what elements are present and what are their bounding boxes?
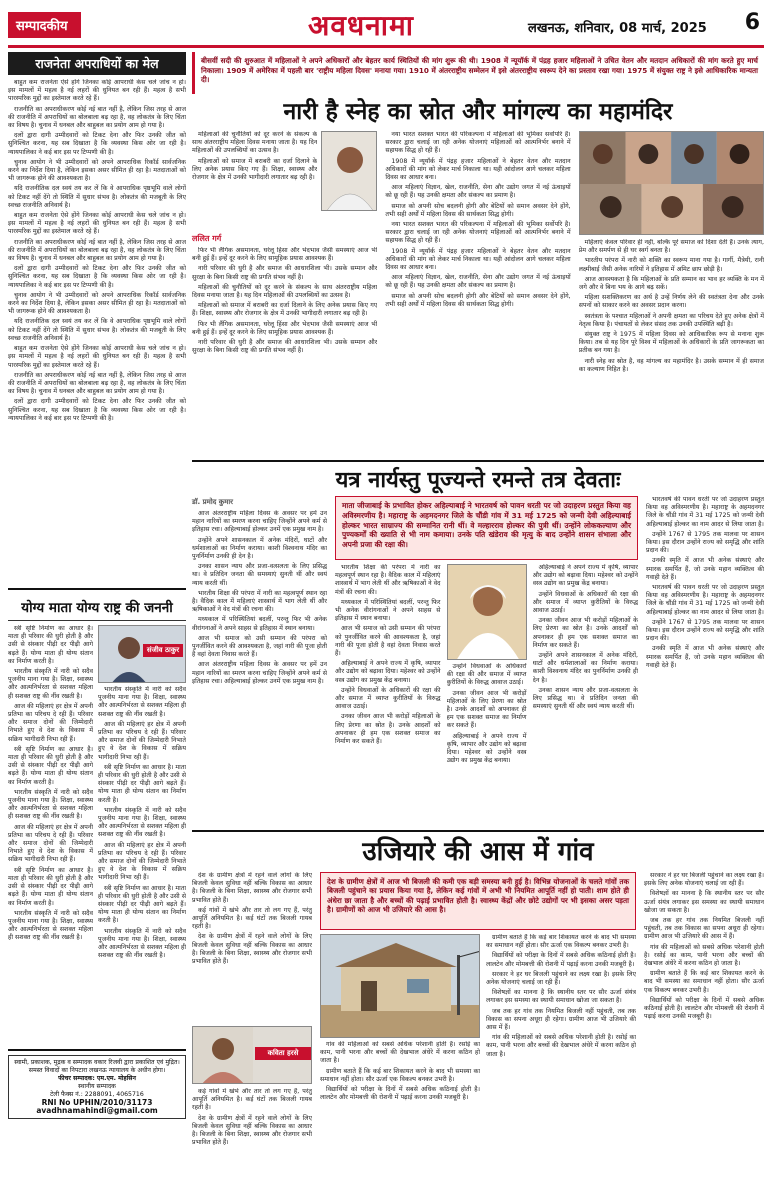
paragraph: उनका शासन न्याय और प्रजा-वत्सलता के लिए प्रसिद्ध था। वे प्रतिदिन जनता की समस्याएं सुनती थीं और स्वयं न्याय करती थीं। — [192, 563, 327, 587]
paragraph: महिलाओं की चुनौतियों को दूर करने के संकल्प के साथ अंतरराष्ट्रीय महिला दिवस मनाया जाता है। यह दिन महिलाओं की उपलब्धियों का उत्सव है। — [192, 283, 378, 300]
paragraph: महिलाओं की चुनौतियों को दूर करने के संकल्प के साथ अंतरराष्ट्रीय महिला दिवस मनाया जाता है। यह दिन महिलाओं की उपलब्धियों का उत्सव है। — [192, 131, 318, 155]
author-name: ललित गर्ग — [192, 234, 222, 243]
rni-number: RNI No UPHIN/2010/31173 — [41, 1098, 153, 1107]
paragraph: 1908 में न्यूयॉर्क में पंद्रह हजार महिलाओं ने बेहतर वेतन और मतदान अधिकारों की मांग को लेकर मार्च निकाला था। यही आंदोलन आगे चलकर महिला दिवस का आधार बना। — [385, 247, 571, 272]
paragraph: आज अंतरराष्ट्रीय महिला दिवस के अवसर पर हमें उन महान नारियों का स्मरण करना चाहिए जिन्होंने अपने कर्म से इतिहास रचा। अहिल्याबाई होल्कर उनमें एक प्रमुख नाम है। — [192, 510, 327, 534]
paragraph: ग्रामीण बताते हैं कि कई बार शिकायत करने के बाद भी समस्या का समाधान नहीं होता। सौर ऊर्जा एक विकल्प बनकर उभरी है। — [486, 934, 636, 950]
paragraph: विद्यार्थियों को परीक्षा के दिनों में सबसे अधिक कठिनाई होती है। लालटेन और मोमबत्ती की रोशनी में पढ़ाई करना उनकी मजबूरी है। — [320, 1086, 480, 1102]
paragraph: दलों द्वारा दागी उम्मीदवारों को टिकट देना और फिर उनकी जीत को सुनिश्चित करना, यह सब दिखाता है कि व्यवस्था किस ओर जा रही है। न्यायपालिका ने कई बार इस पर टिप्पणी की है। — [8, 398, 186, 422]
women-collage-image — [580, 132, 763, 235]
village-house-image — [321, 935, 480, 1038]
paragraph: समाज को अपनी सोच बदलनी होगी और बेटियों को समान अवसर देने होंगे, तभी सही अर्थों में महिला दिवस की सार्थकता सिद्ध होगी। — [385, 202, 571, 218]
story3-center-text — [486, 934, 636, 1200]
paragraph: मध्यकाल में परिस्थितियां बदलीं, परन्तु फिर भी अनेक वीरांगनाओं ने अपने साहस से इतिहास में स्थान बनाया। — [335, 598, 441, 623]
article-body-col2 — [98, 625, 186, 1045]
paragraph: अहिल्याबाई ने अपने राज्य में कृषि, व्यापार और उद्योग को बढ़ावा दिया। महेश्वर को उन्होंने वस्त्र उद्योग का प्रमुख केंद्र बनाया। — [532, 564, 638, 588]
story2-center — [335, 496, 638, 826]
author-photo — [321, 131, 377, 211]
story2-col-1 — [192, 496, 327, 826]
paragraph: महिलाएं केवल परिवार ही नहीं, बल्कि पूरे समाज को दिशा देती हैं। उनके त्याग, प्रेम और समर्पण से ही घर स्वर्ग बनता है। — [578, 239, 764, 255]
story3-headline: उजियारे की आस में गांव — [362, 837, 594, 867]
paragraph: स्त्री सृष्टि निर्माण का आधार है। माता ही परिवार की धुरी होती है और उसी से संस्कार पीढ़ी दर पीढ़ी आगे बढ़ते हैं। योग्य माता ही योग्य संतान का निर्माण करती है। — [8, 745, 93, 786]
paragraph: उनकी स्मृति में आज भी अनेक संस्थाएं और स्मारक समर्पित हैं, जो उनके महान व्यक्तित्व की गवाही देते हैं। — [646, 557, 764, 581]
author-name-tag: कविता हरसे — [255, 1047, 311, 1060]
paragraph: भारतवर्ष की पावन धरती पर जो उदाहरण प्रस्तुत किया वह अविस्मरणीय है। महाराष्ट्र के अहमदनगर जिले के चौंडी गांव में 31 मई 1725 को जन्मी देवी अहिल्याबाई होल्कर का नाम आदर से लिया जाता है। — [646, 496, 764, 528]
paragraph: विशेषज्ञों का मानना है कि स्थानीय स्तर पर सौर ऊर्जा संयंत्र लगाकर इस समस्या का स्थायी समाधान खोजा जा सकता है। — [644, 890, 764, 914]
paragraph: भारतीय संस्कृति में नारी को सदैव पूजनीय माना गया है। शिक्षा, स्वास्थ्य और आत्मनिर्भरता से सशक्त महिला ही सशक्त राष्ट्र की नींव रखती है। — [98, 927, 186, 960]
lead-col-1-text-b — [192, 247, 377, 452]
main-column — [192, 52, 764, 1192]
paragraph: महिलाओं को समाज में बराबरी का दर्जा दिलाने के लिए अनेक प्रयास किए गए हैं। शिक्षा, स्वास्थ्य और रोजगार के क्षेत्र में उनकी भागीदारी लगातार बढ़ रही है। — [192, 302, 378, 318]
author-photo — [192, 1026, 312, 1084]
paragraph: आज की महिलाएं हर क्षेत्र में अपनी प्रतिभा का परिचय दे रही हैं। परिवार और समाज दोनों की जिम्मेदारी निभाते हुए वे देश के विकास में सक्रिय भागीदारी निभा रही हैं। — [8, 823, 93, 864]
paragraph: भारतीय संस्कृति में नारी को सदैव पूजनीय माना गया है। शिक्षा, स्वास्थ्य और आत्मनिर्भरता से सशक्त महिला ही सशक्त राष्ट्र की नींव रखती है। — [98, 806, 186, 839]
page-number: 6 — [744, 10, 760, 35]
paragraph: बाहुत कम राजनेता ऐसे होंगे जिनका कोई आपराधी केस चले जांच न हो। इस मामलों में महत्व है नई लहरों की धुनियत बन रही हैं। महत्व है सभी पारस्परिक मुद्दों का इस्तेमाल करते रहे हैं। — [8, 79, 186, 103]
story3-photo-col-text — [320, 1041, 480, 1200]
paragraph: आज अंतरराष्ट्रीय महिला दिवस के अवसर पर हमें उन महान नारियों का स्मरण करना चाहिए जिन्होंने अपने कर्म से इतिहास रचा। अहिल्याबाई होल्कर उनमें एक प्रमुख नाम है। — [192, 661, 327, 685]
paragraph: उन्होंने अपने शासनकाल में अनेक मंदिरों, घाटों और धर्मशालाओं का निर्माण कराया। काशी विश्वनाथ मंदिर का पुनर्निर्माण उनकी ही देन है। — [192, 536, 327, 561]
paragraph: गांव की महिलाओं को सबसे अधिक परेशानी होती है। रसोई का काम, पानी भरना और बच्चों की देखभाल अंधेरे में करना कठिन हो जाता है। — [486, 1034, 636, 1058]
story2-photo-col-text — [447, 663, 527, 821]
paragraph: नया भारत सशक्त भारत की परिकल्पना में महिलाओं की भूमिका सर्वोपरि है। सरकार द्वारा चलाई जा रही अनेक योजनाएं महिलाओं को आत्मनिर्भर बनाने में सहायक सिद्ध हो रही हैं। — [385, 131, 571, 155]
paragraph: बाहुत कम राजनेता ऐसे होंगे जिनका कोई आपराधी केस चले जांच न हो। इस मामलों में महत्व है नई लहरों की धुनियत बन रही हैं। महत्व है सभी पारस्परिक मुद्दों का इस्तेमाल करते रहे हैं। — [8, 212, 186, 236]
paragraph: भारतीय शिक्षा की परंपरा में नारी का महत्वपूर्ण स्थान रहा है। वैदिक काल में महिलाएं शास्त्रार्थ में भाग लेती थीं और ऋषिकाओं ने वेद मंत्रों की रचना की। — [335, 564, 441, 596]
paragraph: भारतीय संस्कृति में नारी को सदैव पूजनीय माना गया है। शिक्षा, स्वास्थ्य और आत्मनिर्भरता से सशक्त महिला ही सशक्त राष्ट्र की नींव रखती है। — [8, 668, 93, 700]
author-name-tag: संजीव ठाकुर — [143, 644, 183, 657]
paragraph: गांव की महिलाओं को सबसे अधिक परेशानी होती है। रसोई का काम, पानी भरना और बच्चों की देखभाल अंधेरे में करना कठिन हो जाता है। — [320, 1041, 480, 1065]
paragraph: आज भी समाज को उसी सम्मान की परंपरा को पुनर्जीवित करने की आवश्यकता है, जहां नारी की पूजा होती है वहां देवता निवास करते हैं। — [335, 625, 441, 658]
paragraph: ग्रामीण बताते हैं कि कई बार शिकायत करने के बाद भी समस्या का समाधान नहीं होता। सौर ऊर्जा एक विकल्प बनकर उभरी है। — [644, 970, 764, 994]
story2-body — [192, 496, 764, 826]
paragraph: विद्यार्थियों को परीक्षा के दिनों में सबसे अधिक कठिनाई होती है। लालटेन और मोमबत्ती की रोशनी में पढ़ाई करना उनकी मजबूरी है। — [644, 996, 764, 1021]
lead-headline: नारी है स्नेह का स्रोत और मांगल्य का महामंदिर — [283, 98, 673, 125]
paragraph: जब तक हर गांव तक नियमित बिजली नहीं पहुंचती, तब तक विकास का सपना अधूरा ही रहेगा। ग्रामीण आज भी उजियारे की आस में हैं। — [486, 1007, 636, 1032]
paragraph: नारी स्नेह का स्रोत है, वह मांगल्य का महामंदिर है। उसके सम्मान में ही समाज का कल्याण निहित है। — [578, 357, 764, 373]
paragraph: उनका जीवन आज भी करोड़ों महिलाओं के लिए प्रेरणा का स्रोत है। उनके आदर्शों को अपनाकर ही हम एक सशक्त समाज का निर्माण कर सकते हैं। — [446, 689, 527, 730]
village-photo — [320, 934, 480, 1038]
paragraph: उन्होंने विधवाओं के अधिकारों की रक्षा की और समाज में व्याप्त कुरीतियों के विरुद्ध आवाज उठाई। — [335, 686, 441, 711]
portrait-photo — [447, 564, 527, 660]
paragraph: उन्होंने 1767 से 1795 तक मालवा पर शासन किया। इस दौरान उन्होंने राज्य को समृद्धि और शांति प्रदान की। — [646, 618, 764, 643]
paragraph: देश के ग्रामीण क्षेत्रों में रहने वाले लोगों के लिए बिजली केवल सुविधा नहीं बल्कि विकास का आधार है। बिजली के बिना शिक्षा, स्वास्थ्य और रोजगार सभी प्रभावित होते हैं। — [192, 933, 312, 966]
story3-col-right — [644, 872, 764, 1200]
paragraph: नया भारत सशक्त भारत की परिकल्पना में महिलाओं की भूमिका सर्वोपरि है। सरकार द्वारा चलाई जा रही अनेक योजनाएं महिलाओं को आत्मनिर्भर बनाने में सहायक सिद्ध हो रही हैं। — [385, 221, 571, 245]
paragraph: दलों द्वारा दागी उम्मीदवारों को टिकट देना और फिर उनकी जीत को सुनिश्चित करना, यह सब दिखाता है कि व्यवस्था किस ओर जा रही है। न्यायपालिका ने कई बार इस पर टिप्पणी की है। — [8, 265, 186, 289]
paragraph: चुनाव आयोग ने भी उम्मीदवारों को अपने आपराधिक रिकॉर्ड सार्वजनिक करने का निर्देश दिया है, लेकिन इसका असर सीमित ही रहा है। मतदाताओं को भी जागरूक होने की आवश्यकता है। — [8, 158, 186, 183]
person-icon — [193, 1027, 253, 1084]
paragraph: आज महिलाएं विज्ञान, खेल, राजनीति, सेना और उद्योग जगत में नई ऊंचाइयों को छू रही हैं। यह उनकी क्षमता और संकल्प का प्रमाण है। — [385, 274, 571, 290]
paragraph: यदि राजनीतिक दल स्वयं तय कर लें कि वे आपराधिक पृष्ठभूमि वाले लोगों को टिकट नहीं देंगे तो स्थिति में सुधार संभव है। लोकतंत्र की मजबूती के लिए स्वच्छ राजनीति अनिवार्य है। — [8, 185, 186, 209]
paragraph: स्वतंत्रता के पश्चात महिलाओं ने अपनी क्षमता का परिचय देते हुए अनेक क्षेत्रों में नेतृत्व किया है। पंचायतों से लेकर संसद तक उनकी उपस्थिति बढ़ी है। — [578, 312, 764, 328]
paragraph: सरकार ने हर घर बिजली पहुंचाने का लक्ष्य रखा है। इसके लिए अनेक योजनाएं चलाई जा रही हैं। — [644, 872, 764, 888]
paragraph: विद्यार्थियों को परीक्षा के दिनों में सबसे अधिक कठिनाई होती है। लालटेन और मोमबत्ती की रोशनी में पढ़ाई करना उनकी मजबूरी है। — [486, 952, 636, 968]
story2-col-right — [646, 496, 764, 826]
paragraph: विशेषज्ञों का मानना है कि स्थानीय स्तर पर सौर ऊर्जा संयंत्र लगाकर इस समस्या का स्थायी समाधान खोजा जा सकता है। — [486, 989, 636, 1005]
paragraph: मध्यकाल में परिस्थितियां बदलीं, परन्तु फिर भी अनेक वीरांगनाओं ने अपने साहस से इतिहास में स्थान बनाया। — [192, 616, 327, 632]
paragraph: महिला सशक्तिकरण का अर्थ है उन्हें निर्णय लेने की स्वतंत्रता देना और उनके सपनों को साकार करने का अवसर प्रदान करना। — [578, 294, 764, 310]
paragraph: बाहुत कम राजनेता ऐसे होंगे जिनका कोई आपराधी केस चले जांच न हो। इस मामलों में महत्व है नई लहरों की धुनियत बन रही हैं। महत्व है सभी पारस्परिक मुद्दों का इस्तेमाल करते रहे हैं। — [8, 345, 186, 369]
story2-col-1-text — [192, 510, 327, 828]
paragraph: कई गांवों में खंभे और तार तो लग गए हैं, परंतु आपूर्ति अनियमित है। कई घंटों तक बिजली गायब रहती है। — [192, 906, 312, 931]
left-column — [8, 52, 186, 1192]
paragraph: उन्होंने अपने शासनकाल में अनेक मंदिरों, घाटों और धर्मशालाओं का निर्माण कराया। काशी विश्वनाथ मंदिर का पुनर्निर्माण उनकी ही देन है। — [532, 652, 638, 684]
paragraph: भारतवर्ष की पावन धरती पर जो उदाहरण प्रस्तुत किया वह अविस्मरणीय है। महाराष्ट्र के अहमदनगर जिले के चौंडी गांव में 31 मई 1725 को जन्मी देवी अहिल्याबाई होल्कर का नाम आदर से लिया जाता है। — [646, 584, 764, 616]
section-label: सम्पादकीय — [8, 12, 81, 38]
imprint-bureau: स्थानीय सम्पादक — [78, 1083, 116, 1090]
story3-col-1-text — [192, 872, 312, 1022]
story3-body — [192, 872, 764, 1200]
paragraph: स्त्री सृष्टि निर्माण का आधार है। माता ही परिवार की धुरी होती है और उसी से संस्कार पीढ़ी दर पीढ़ी आगे बढ़ते हैं। योग्य माता ही योग्य संतान का निर्माण करती है। — [98, 763, 186, 804]
story2-headline: यत्र नार्यस्तु पूज्यन्ते रमन्ते तत्र देवताः — [335, 467, 621, 493]
paragraph: भारतीय शिक्षा की परंपरा में नारी का महत्वपूर्ण स्थान रहा है। वैदिक काल में महिलाएं शास्त्रार्थ में भाग लेती थीं और ऋषिकाओं ने वेद मंत्रों की रचना की। — [192, 589, 327, 614]
story2-photo-col — [447, 564, 527, 822]
paragraph: सरकार ने हर घर बिजली पहुंचाने का लक्ष्य रखा है। इसके लिए अनेक योजनाएं चलाई जा रही हैं। — [486, 970, 636, 987]
paragraph: राजनीति का अपराधीकरण कोई नई बात नहीं है, लेकिन जिस तरह से आज की राजनीति में अपराधियों का बोलबाला बढ़ रहा है, वह लोकतंत्र के लिए चिंता का विषय है। चुनाव में धनबल और बाहुबल का प्रयोग आम हो गया है। — [8, 105, 186, 130]
paragraph: अहिल्याबाई ने अपने राज्य में कृषि, व्यापार और उद्योग को बढ़ावा दिया। महेश्वर को उन्होंने वस्त्र उद्योग का प्रमुख केंद्र बनाया। — [446, 732, 527, 765]
paragraph: दलों द्वारा दागी उम्मीदवारों को टिकट देना और फिर उनकी जीत को सुनिश्चित करना, यह सब दिखाता है कि व्यवस्था किस ओर जा रही है। न्यायपालिका ने कई बार इस पर टिप्पणी की है। — [8, 132, 186, 156]
paragraph: उनकी स्मृति में आज भी अनेक संस्थाएं और स्मारक समर्पित हैं, जो उनके महान व्यक्तित्व की गवाही देते हैं। — [646, 645, 764, 669]
paragraph: आज की महिलाएं हर क्षेत्र में अपनी प्रतिभा का परिचय दे रही हैं। परिवार और समाज दोनों की जिम्मेदारी निभाते हुए वे देश के विकास में सक्रिय भागीदारी निभा रही हैं। — [8, 702, 93, 743]
lead-intro: बीसवीं सदी की शुरुआत में महिलाओं ने अपने अधिकारों और बेहतर कार्य स्थितियों की मांग शुरू की थी। 1908 में न्यूयॉर्क में पंद्रह हजार महिलाओं ने उचित वेतन और मतदान अधिकारों की मांग करते हुए मार्च निकाला। 1909 में अमेरिका में पहली बार 'राष्ट्रीय महिला दिवस' मनाया गया। 1910 में अंतरराष्ट्रीय सम्मेलन में इसे अंतरराष्ट्रीय स्वरूप देने का प्रस्ताव रखा गया। 1975 में संयुक्त राष्ट्र ने इसे आधिकारिक मान्यता दी। — [192, 52, 764, 94]
story2-right-text — [533, 564, 639, 822]
lead-photo — [579, 131, 764, 235]
paragraph: आज भी समाज को उसी सम्मान की परंपरा को पुनर्जीवित करने की आवश्यकता है, जहां नारी की पूजा होती है वहां देवता निवास करते हैं। — [192, 634, 327, 659]
story2-center-text — [335, 564, 441, 822]
paragraph: 1908 में न्यूयॉर्क में पंद्रह हजार महिलाओं ने बेहतर वेतन और मतदान अधिकारों की मांग को लेकर मार्च निकाला था। यही आंदोलन आगे चलकर महिला दिवस का आधार बना। — [385, 157, 571, 182]
paragraph: यदि राजनीतिक दल स्वयं तय कर लें कि वे आपराधिक पृष्ठभूमि वाले लोगों को टिकट नहीं देंगे तो स्थिति में सुधार संभव है। लोकतंत्र की मजबूती के लिए स्वच्छ राजनीति अनिवार्य है। — [8, 318, 186, 342]
lead-col-2 — [385, 131, 570, 456]
paragraph: भारतीय संस्कृति में नारी को सदैव पूजनीय माना गया है। शिक्षा, स्वास्थ्य और आत्मनिर्भरता से सशक्त महिला ही सशक्त राष्ट्र की नींव रखती है। — [8, 909, 93, 942]
story3-center — [320, 872, 636, 1200]
paragraph: स्त्री सृष्टि निर्माण का आधार है। माता ही परिवार की धुरी होती है और उसी से संस्कार पीढ़ी दर पीढ़ी आगे बढ़ते हैं। योग्य माता ही योग्य संतान का निर्माण करती है। — [8, 625, 93, 665]
masthead — [8, 6, 764, 48]
article-body-col1 — [8, 625, 93, 1045]
paragraph: नारी परिवार की धुरी है और समाज की आधारशिला भी। उसके सम्मान और सुरक्षा के बिना किसी राष्ट्र की प्रगति संभव नहीं है। — [192, 265, 378, 281]
paragraph: महिलाओं को समाज में बराबरी का दर्जा दिलाने के लिए अनेक प्रयास किए गए हैं। शिक्षा, स्वास्थ्य और रोजगार के क्षेत्र में उनकी भागीदारी लगातार बढ़ रही है। — [192, 157, 318, 182]
paragraph: उनका जीवन आज भी करोड़ों महिलाओं के लिए प्रेरणा का स्रोत है। उनके आदर्शों को अपनाकर ही हम एक सशक्त समाज का निर्माण कर सकते हैं। — [532, 617, 638, 649]
lead-body — [192, 131, 764, 456]
paragraph: उनका जीवन आज भी करोड़ों महिलाओं के लिए प्रेरणा का स्रोत है। उनके आदर्शों को अपनाकर ही हम एक सशक्त समाज का निर्माण कर सकते हैं। — [335, 713, 441, 746]
paragraph: उनका शासन न्याय और प्रजा-वत्सलता के लिए प्रसिद्ध था। वे प्रतिदिन जनता की समस्याएं सुनती थीं और स्वयं न्याय करती थीं। — [532, 686, 638, 711]
paragraph: संयुक्त राष्ट्र ने 1975 में महिला दिवस को आधिकारिक रूप से मनाना शुरू किया। तब से यह दिन पूरे विश्व में महिलाओं के अधिकारों के प्रति जागरूकता का प्रतीक बन गया है। — [578, 331, 764, 355]
email-link[interactable]: avadhnamahindi@gmail.com — [36, 1106, 158, 1115]
paragraph: स्त्री सृष्टि निर्माण का आधार है। माता ही परिवार की धुरी होती है और उसी से संस्कार पीढ़ी दर पीढ़ी आगे बढ़ते हैं। योग्य माता ही योग्य संतान का निर्माण करती है। — [98, 884, 186, 925]
portrait-image — [448, 565, 527, 660]
paragraph: आज आवश्यकता है कि महिलाओं के प्रति सम्मान का भाव हर व्यक्ति के मन में जगे और वे बिना भय के आगे बढ़ सकें। — [578, 275, 764, 292]
paragraph: आज की महिलाएं हर क्षेत्र में अपनी प्रतिभा का परिचय दे रही हैं। परिवार और समाज दोनों की जिम्मेदारी निभाते हुए वे देश के विकास में सक्रिय भागीदारी निभा रही हैं। — [98, 841, 186, 882]
paragraph: आज महिलाएं विज्ञान, खेल, राजनीति, सेना और उद्योग जगत में नई ऊंचाइयों को छू रही हैं। यह उनकी क्षमता और संकल्प का प्रमाण है। — [385, 184, 571, 200]
article-title: योग्य माता योग्य राष्ट्र की जननी — [8, 594, 186, 621]
imprint-editor: फीचर सम्पादक: एम.एम. मोहसिन — [58, 1075, 136, 1082]
imprint-box — [8, 1055, 186, 1119]
dateline: लखनऊ, शनिवार, 08 मार्च, 2025 — [528, 21, 707, 36]
story3-intro: देश के ग्रामीण क्षेत्रों में आज भी बिजली की कमी एक बड़ी समस्या बनी हुई है। विभिन्न योजनाओं के चलते गांवों तक बिजली पहुंचाने का प्रयास किया गया है, लेकिन कई गांवों में अभी भी नियमित आपूर्ति नहीं हो पाती। शाम होते ही अंधेरा छा जाता है और बच्चों की पढ़ाई प्रभावित होती है। स्वास्थ्य केंद्रों और छोटे उद्योगों पर भी इसका असर पड़ता है। ग्रामीणों को आज भी उजियारे की आस है। — [320, 872, 636, 930]
author-name: डॉ. प्रमोद कुमार — [192, 498, 234, 506]
story3-col-1-text-b — [192, 1088, 312, 1200]
paragraph: फिर भी लैंगिक असमानता, घरेलू हिंसा और भेदभाव जैसी समस्याएं आज भी बनी हुई हैं। इन्हें दूर करने के लिए सामूहिक प्रयास आवश्यक हैं। — [192, 247, 378, 263]
author-photo — [98, 625, 186, 683]
paragraph: अहिल्याबाई ने अपने राज्य में कृषि, व्यापार और उद्योग को बढ़ावा दिया। महेश्वर को उन्होंने वस्त्र उद्योग का प्रमुख केंद्र बनाया। — [335, 660, 441, 684]
lead-col-3-text — [579, 239, 764, 455]
paragraph: उन्होंने विधवाओं के अधिकारों की रक्षा की और समाज में व्याप्त कुरीतियों के विरुद्ध आवाज उठाई। — [446, 663, 527, 687]
paragraph: जब तक हर गांव तक नियमित बिजली नहीं पहुंचती, तब तक विकास का सपना अधूरा ही रहेगा। ग्रामीण आज भी उजियारे की आस में हैं। — [644, 917, 764, 941]
imprint-text: स्वामी, प्रकाशक, मुद्रक व सम्पादक वकार रिजवी द्वारा प्रकाशित एवं मुद्रित। समस्त विवादों का निपटारा लखनऊ न्यायालय के अधीन होगा। — [14, 1059, 180, 1074]
editorial-body — [8, 79, 186, 584]
story3-col-1 — [192, 872, 312, 1200]
paragraph: भारतीय परंपरा में नारी को शक्ति का स्वरूप माना गया है। गार्गी, मैत्रेयी, रानी लक्ष्मीबाई जैसी अनेक नारियों ने इतिहास में अमिट छाप छोड़ी है। — [578, 257, 764, 273]
article-body-text — [98, 686, 186, 1042]
paragraph: भारतीय संस्कृति में नारी को सदैव पूजनीय माना गया है। शिक्षा, स्वास्थ्य और आत्मनिर्भरता से सशक्त महिला ही सशक्त राष्ट्र की नींव रखती है। — [8, 788, 93, 821]
paragraph: कई गांवों में खंभे और तार तो लग गए हैं, परंतु आपूर्ति अनियमित है। कई घंटों तक बिजली गायब रहती है। — [192, 1088, 312, 1112]
paragraph: आज की महिलाएं हर क्षेत्र में अपनी प्रतिभा का परिचय दे रही हैं। परिवार और समाज दोनों की जिम्मेदारी निभाते हुए वे देश के विकास में सक्रिय भागीदारी निभा रही हैं। — [98, 720, 186, 761]
paragraph: उन्होंने विधवाओं के अधिकारों की रक्षा की और समाज में व्याप्त कुरीतियों के विरुद्ध आवाज उठाई। — [532, 590, 638, 615]
editorial-title: राजनेता अपराधियों का मेल — [8, 52, 186, 75]
paragraph: देश के ग्रामीण क्षेत्रों में रहने वाले लोगों के लिए बिजली केवल सुविधा नहीं बल्कि विकास का आधार है। बिजली के बिना शिक्षा, स्वास्थ्य और रोजगार सभी प्रभावित होते हैं। — [192, 872, 312, 904]
newspaper-logo[interactable]: अवधनामा — [308, 9, 414, 42]
paragraph: उन्होंने 1767 से 1795 तक मालवा पर शासन किया। इस दौरान उन्होंने राज्य को समृद्धि और शांति प्रदान की। — [646, 530, 764, 555]
lead-col-1 — [192, 131, 377, 456]
paragraph: समाज को अपनी सोच बदलनी होगी और बेटियों को समान अवसर देने होंगे, तभी सही अर्थों में महिला दिवस की सार्थकता सिद्ध होगी। — [385, 292, 571, 308]
paragraph: स्त्री सृष्टि निर्माण का आधार है। माता ही परिवार की धुरी होती है और उसी से संस्कार पीढ़ी दर पीढ़ी आगे बढ़ते हैं। योग्य माता ही योग्य संतान का निर्माण करती है। — [8, 866, 93, 907]
paragraph: फिर भी लैंगिक असमानता, घरेलू हिंसा और भेदभाव जैसी समस्याएं आज भी बनी हुई हैं। इन्हें दूर करने के लिए सामूहिक प्रयास आवश्यक हैं। — [192, 320, 378, 336]
paragraph: देश के ग्रामीण क्षेत्रों में रहने वाले लोगों के लिए बिजली केवल सुविधा नहीं बल्कि विकास का आधार है। बिजली के बिना शिक्षा, स्वास्थ्य और रोजगार सभी प्रभावित होते हैं। — [192, 1114, 312, 1147]
person-icon — [322, 132, 377, 211]
story3-photo-col — [320, 934, 480, 1200]
story2-intro: माता जीजाबाई के प्रभावित होकर अहिल्याबाई ने भारतवर्ष को पावन धरती पर जो उदाहरण प्रस्तुत किया वह अविस्मरणीय है। महाराष्ट्र के अहमदनगर जिले के चौंडी गांव में 31 मई 1725 को जन्मी देवी अहिल्याबाई होल्कर भारत साम्राज्य की सम्मानित रानी थीं। वे मल्हारराव होल्कर की पुत्री थीं। उन्होंने लोककल्याण और पुण्यकर्मों की ख्याति से भी नाम कमाया। उनके पति खंडेराव की मृत्यु के बाद उन्होंने शासन संभाला और अपनी प्रजा की रक्षा की। — [335, 496, 638, 560]
lead-col-3 — [579, 131, 764, 456]
lead-col-1-text — [192, 131, 317, 231]
paragraph: गांव की महिलाओं को सबसे अधिक परेशानी होती है। रसोई का काम, पानी भरना और बच्चों की देखभाल अंधेरे में करना कठिन हो जाता है। — [644, 943, 764, 968]
paragraph: राजनीति का अपराधीकरण कोई नई बात नहीं है, लेकिन जिस तरह से आज की राजनीति में अपराधियों का बोलबाला बढ़ रहा है, वह लोकतंत्र के लिए चिंता का विषय है। चुनाव में धनबल और बाहुबल का प्रयोग आम हो गया है। — [8, 238, 186, 263]
paragraph: भारतीय संस्कृति में नारी को सदैव पूजनीय माना गया है। शिक्षा, स्वास्थ्य और आत्मनिर्भरता से सशक्त महिला ही सशक्त राष्ट्र की नींव रखती है। — [98, 686, 186, 718]
imprint-tel: टेली फैक्स नं.: 2288091, 4065716 — [50, 1091, 144, 1098]
paragraph: राजनीति का अपराधीकरण कोई नई बात नहीं है, लेकिन जिस तरह से आज की राजनीति में अपराधियों का बोलबाला बढ़ रहा है, वह लोकतंत्र के लिए चिंता का विषय है। चुनाव में धनबल और बाहुबल का प्रयोग आम हो गया है। — [8, 371, 186, 396]
paragraph: चुनाव आयोग ने भी उम्मीदवारों को अपने आपराधिक रिकॉर्ड सार्वजनिक करने का निर्देश दिया है, लेकिन इसका असर सीमित ही रहा है। मतदाताओं को भी जागरूक होने की आवश्यकता है। — [8, 291, 186, 316]
paragraph: ग्रामीण बताते हैं कि कई बार शिकायत करने के बाद भी समस्या का समाधान नहीं होता। सौर ऊर्जा एक विकल्प बनकर उभरी है। — [320, 1067, 480, 1083]
paragraph: नारी परिवार की धुरी है और समाज की आधारशिला भी। उसके सम्मान और सुरक्षा के बिना किसी राष्ट्र की प्रगति संभव नहीं है। — [192, 339, 378, 355]
